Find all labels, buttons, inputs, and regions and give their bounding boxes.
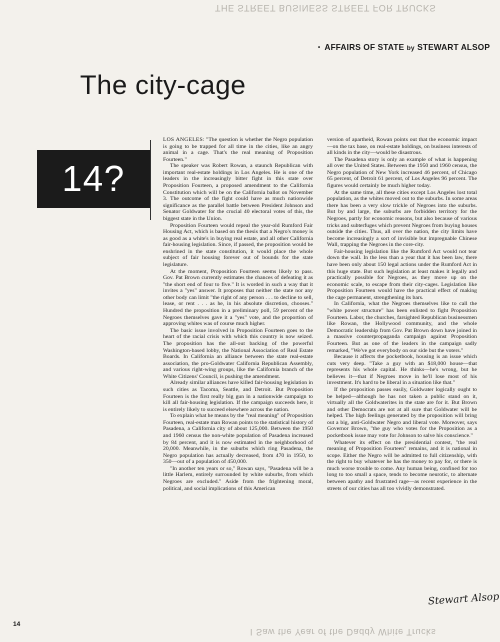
bleed-through-text-bottom: I Saw the Year of the Daddy White Trucks <box>250 627 437 637</box>
paragraph: Fair-housing legislation like the Rumford Act would not tear down the wall. In the less than a year that it has been law, there have been only about 150 legal actions under the Rumford Act in this huge state. But such legislation at least makes it legally and practically possible for Negroes, as they move up on the economic scale, to escape from their city-cages. Legislation like Proposition Fourteen would have the practical effect of making the cage permanent, strengthening its bars. <box>327 248 477 301</box>
paragraph: At the same time, all these cities except Los Angeles lost total population, as the whites moved out to the suburbs. In some areas there has been a very slow trickle of Negroes into the suburbs. But by and large, the suburbs are forbidden territory for the Negroes, partly for economic reasons, but also because of various tricks and subterfuges which prevent Negroes from buying houses outside the cities. Thus, all over the nation, the city limits have become increasingly a sort of invisible but impregnable Chinese Wall, trapping the Negroes in the core-city. <box>327 189 477 249</box>
paragraph-text: : "The question is whether the Negro population is going to be trapped for all time in the cities, like an angry animal in a cage. That's the real meaning of Proposition Fourteen." <box>163 137 313 163</box>
article-headline: The city-cage <box>80 70 246 100</box>
column-label: AFFAIRS OF STATE <box>324 43 405 52</box>
paragraph: version of apartheid, Rowan points out that the economic impact—on the tax base, on real-estate holdings, on business interests of all kinds in the city—would be disastrous. <box>327 137 477 157</box>
paragraph: Whatever its effect on the presidential contest, "the real meaning of Proposition Fourteen" remains, and it is national in scope. Either the Negro will be admitted to full citizenship, with the right to buy whatever he has the money to pay for, or there is much worse trouble to come. Any human being, confined for too long to too small a space, tends to become neurotic, to alternate between apathy and frustrated rage—as recent experience in the streets of our cities has all too vividly demonstrated. <box>327 439 477 492</box>
paragraph: To explain what he means by the "real meaning" of Proposition Fourteen, real-estate man Rowan points to the statistical history of Pasadena, a California city of about 125,000. Between the 1950 and 1960 census the non-white population of Pasadena increased by 84 percent, and it is now estimated in the neighborhood of 20,000. Meanwhile, in the suburbs which ring Pasadena, the Negro population has actually decreased, from 470 in 1950, to 350—out of a population of 450,000. <box>163 413 313 466</box>
paragraph: "In another ten years or so," Rowan says, "Pasadena will be a little Harlem, entirely surrounded by white suburbs, from which Negroes are excluded." Aside from the frightening moral, political, and social implications of this American <box>163 465 313 492</box>
badge-divider <box>150 140 157 220</box>
paragraph: The Pasadena story is only an example of what is happening all over the United States. Between the 1950 and 1960 census, the Negro population of New York increased 46 percent, of Chicago 65 percent, of Detroit 61 percent, of Los Angeles 96 percent. The figures would certainly be much higher today. <box>327 156 477 190</box>
paragraph <box>163 137 313 163</box>
bullet-icon: • <box>318 45 321 51</box>
paragraph: The basic issue involved in Proposition Fourteen goes to the heart of the racial crisis with which this country is now seized. The proposition has the all-out backing of the powerful Washington-based lobby, the National Association of Real Estate Boards. In California an alliance between the state real-estate association, the pro-Goldwater California Republican Assembly, and various right-wing groups, like the California branch of the White Citizens' Council, is pushing the amendment. <box>163 327 313 380</box>
paragraph: At the moment, Proposition Fourteen seems likely to pass. Gov. Pat Brown currently estimates the chances of defeating it as "the short end of four to five." It is worded in such a way that it invites a "yes" answer. It proposes that neither the state nor any other body can limit "the right of any person . . . to decline to sell, lease, or rent . . . as he, in his absolute discretion, chooses." Hundred the proposition in a preliminary poll, 59 percent of the Negroes themselves gave it a "yes" vote, and the proportion of approving whites was of course much higher. <box>163 268 313 328</box>
paragraph: Already similar alliances have killed fair-housing legislation in such cities as Tacoma, Seattle, and Detroit. But Proposition Fourteen is the first really big gun in a nationwide campaign to kill all fair-housing legislation. If the campaign succeeds here, it is entirely likely to succeed elsewhere across the nation. <box>163 380 313 413</box>
column-heading <box>318 43 490 52</box>
byline-by: by <box>406 45 415 52</box>
article-column-right <box>327 137 477 594</box>
paragraph: Proposition Fourteen would repeal the year-old Rumford Fair Housing Act, which is based on the thesis that a Negro's money is as good as a white's in buying real estate, and all other California fair-housing legislation. Since, if passed, the proposition would be enshrined in the state constitution, it would place the whole subject of fair housing forever out of bounds for the state legislature. <box>163 222 313 268</box>
paragraph: If the proposition passes easily, Goldwater logically ought to be helped—although he has not taken a public stand on it, virtually all the Goldwaterites in the state are for it. But Brown and other Democrats are not at all sure that Goldwater will be helped. The high feelings generated by the proposition will bring out a big, anti-Goldwater Negro and liberal vote. Moreover, says Governor Brown, "the guy who votes for the Proposition as a pocketbook issue may vote for Johnson to salve his conscience." <box>327 386 477 440</box>
author-signature: Stewart Alsop <box>427 591 500 608</box>
dateline: LOS ANGELES <box>163 137 203 143</box>
proposition-badge: 14? <box>37 150 150 208</box>
paragraph: In California, what the Negroes themselves like to call the "white power structure" has been enlisted to fight Proposition Fourteen. Labor, the churches, farsighted Republican businessmen like Rowan, the Hollywood community, and the whole Democratic leadership from Gov. Pat Brown down have joined in a massive counterpropaganda campaign against Proposition Fourteen. But as one of the leaders in the campaign sadly remarked, "We've got everybody on our side but the voters." <box>327 301 477 354</box>
paragraph: The speaker was Robert Rowan, a staunch Republican with important real-estate holdings in Los Angeles. He is one of the leaders in the increasingly bitter fight in this state over Proposition Fourteen, a proposed amendment to the California Constitution which will be on the California ballot on November 3. The outcome of the fight could have as much nationwide significance as the parallel battle between President Johnson and Senator Goldwater for the crucial 40 electoral votes of this, the biggest state in the Union. <box>163 163 313 222</box>
paragraph: Because it affects the pocketbook, housing is an issue which cuts very deep. "Take a guy with an $18,000 house—that represents his whole capital. He thinks—he's wrong, but he believes it—that if Negroes move in he'll lose most of his investment. It's hard to be liberal in a situation like that." <box>327 354 477 387</box>
bleed-through-text-top: THE STREET BUSINESS STREET FOR TRUCKS <box>215 3 437 13</box>
article-column-left <box>163 137 313 594</box>
byline-author: STEWART ALSOP <box>417 43 491 52</box>
page-number: 14 <box>13 621 21 628</box>
